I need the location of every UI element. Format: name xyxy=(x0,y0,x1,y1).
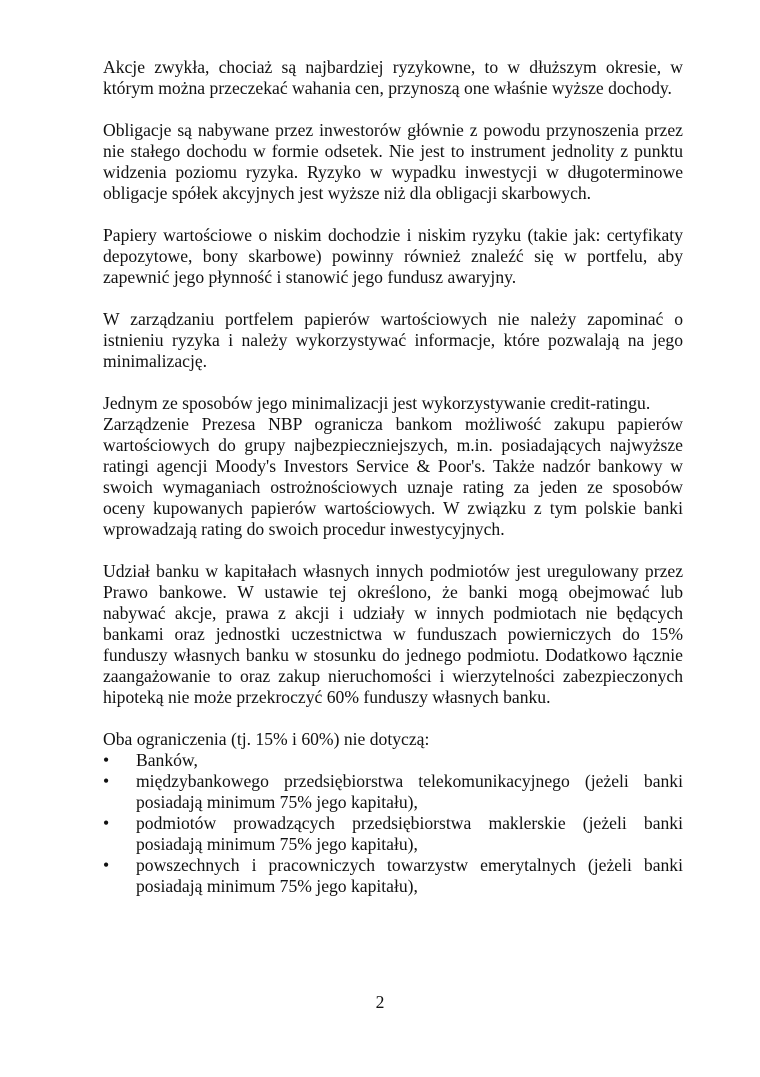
list-item xyxy=(103,771,683,813)
bullet-icon: • xyxy=(103,750,110,770)
paragraph-nbp-regulation: Zarządzenie Prezesa NBP ogranicza bankom możliwość zakupu papierów wartościowych do grupy najbezpieczniejszych, m.in. posiadających najwyższe ratingi agencji Moody's Investors Service & Poor's. Także nadzór bankowy w swoich wymaganiach ostrożnościowych uznaje rating za jeden ze sposobów oceny kupowanych papierów wartościowych. W związku z tym polskie banki wprowadzają rating do swoich procedur inwestycyjnych. xyxy=(103,414,683,539)
paragraph-stocks: Akcje zwykła, chociaż są najbardziej ryzykowne, to w dłuższym okresie, w którym można przeczekać wahania cen, przynoszą one właśnie wyższe dochody. xyxy=(103,57,683,98)
list-item-text: powszechnych i pracowniczych towarzystw emerytalnych (jeżeli banki posiadają minimum 75% jego kapitału), xyxy=(136,855,683,896)
paragraph-portfolio-risk: W zarządzaniu portfelem papierów wartościowych nie należy zapominać o istnieniu ryzyka i należy wykorzystywać informacje, które pozwalają na jego minimalizację. xyxy=(103,309,683,371)
paragraph-credit-rating-intro: Jednym ze sposobów jego minimalizacji jest wykorzystywanie credit-ratingu. xyxy=(103,393,651,413)
paragraph-exemptions-intro: Oba ograniczenia (tj. 15% i 60%) nie dotyczą: xyxy=(103,729,430,749)
paragraph-bank-equity-stakes: Udział banku w kapitałach własnych innych podmiotów jest uregulowany przez Prawo bankowe. W ustawie tej określono, że banki mogą obejmować lub nabywać akcje, prawa z akcji i udziały w innych podmiotach nie będących bankami oraz jednostki uczestnictwa w funduszach powierniczych do 15% funduszy własnych banku w stosunku do jednego podmiotu. Dodatkowo łącznie zaangażowanie to oraz zakup nieruchomości i wierzytelności zabezpieczonych hipoteką nie może przekroczyć 60% funduszy własnych banku. xyxy=(103,561,683,707)
list-item xyxy=(103,813,683,855)
list-item-text: podmiotów prowadzących przedsiębiorstwa maklerskie (jeżeli banki posiadają minimum 75% jego kapitału), xyxy=(136,813,683,854)
paragraph-bonds: Obligacje są nabywane przez inwestorów głównie z powodu przynoszenia przez nie stałego dochodu w formie odsetek. Nie jest to instrument jednolity z punktu widzenia poziomu ryzyka. Ryzyko w wypadku inwestycji w długoterminowe obligacje spółek akcyjnych jest wyższe niż dla obligacji skarbowych. xyxy=(103,120,683,203)
list-item xyxy=(103,750,683,771)
bullet-icon: • xyxy=(103,813,110,833)
exemptions-list xyxy=(103,750,683,897)
bullet-icon: • xyxy=(103,855,110,875)
list-item-text: międzybankowego przedsiębiorstwa telekomunikacyjnego (jeżeli banki posiadają minimum 75% jego kapitału), xyxy=(136,771,683,812)
document-page xyxy=(103,57,683,897)
page-number: 2 xyxy=(375,992,385,1012)
list-item xyxy=(103,855,683,897)
list-item-text: Banków, xyxy=(136,750,198,770)
bullet-icon: • xyxy=(103,771,110,791)
paragraph-low-risk-securities: Papiery wartościowe o niskim dochodzie i niskim ryzyku (takie jak: certyfikaty depozytowe, bony skarbowe) powinny również znaleźć się w portfelu, aby zapewnić jego płynność i stanowić jego fundusz awaryjny. xyxy=(103,225,683,287)
